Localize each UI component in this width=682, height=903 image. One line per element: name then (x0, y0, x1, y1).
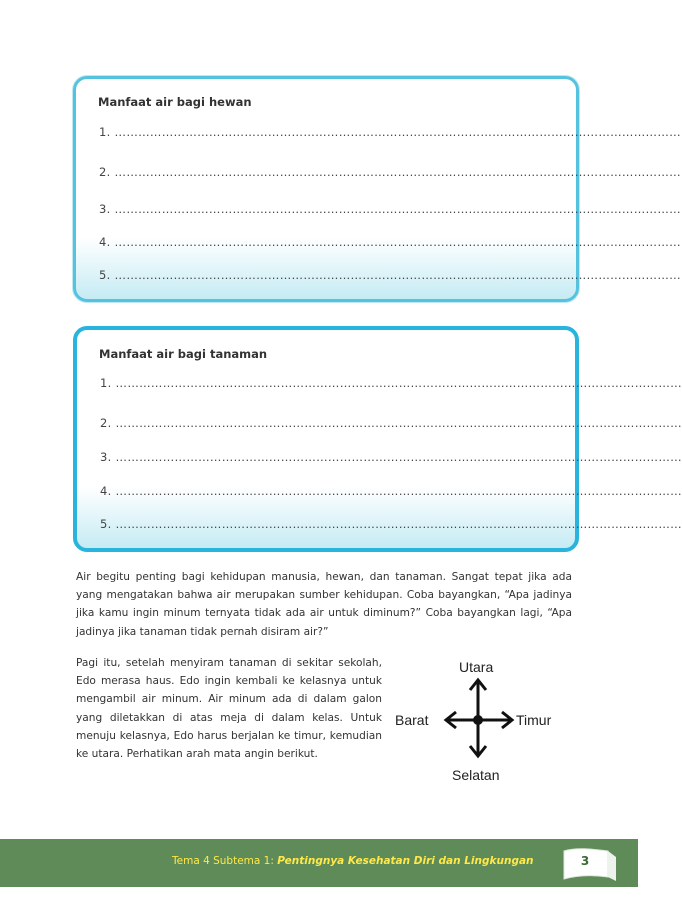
answer-line: 2. ……………………………………………………………………………………………………………………………… (100, 416, 682, 430)
answer-line: 1. ……………………………………………………………………………………………………………………………… (99, 125, 681, 139)
page-footer (0, 839, 638, 887)
box-hewan-title: Manfaat air bagi hewan (98, 95, 252, 109)
answer-line: 5. ……………………………………………………………………………………………………………………………… (100, 517, 682, 531)
answer-line: 1. ……………………………………………………………………………………………………………………………… (100, 376, 682, 390)
page-number-badge (562, 847, 618, 883)
page-number: 3 (580, 854, 590, 868)
answer-line: 3. ……………………………………………………………………………………………………………………………… (99, 202, 681, 216)
answer-line: 5. ……………………………………………………………………………………………………………………………… (99, 268, 681, 282)
answer-line: 4. ……………………………………………………………………………………………………………………………… (99, 235, 681, 249)
compass-west-label: Barat (395, 712, 429, 728)
compass-north-label: Utara (459, 659, 494, 675)
intro-paragraph: Air begitu penting bagi kehidupan manusia, hewan, dan tanaman. Sangat tepat jika ada yang mengatakan bahwa air merupakan sumber kehidupan. Coba bayangkan, “Apa jadinya jika kamu ingin minum ternyata tidak ada air untuk diminum?” Coba bayangkan lagi, “Apa jadinya jika tanaman tidak pernah disiram air?” (76, 571, 572, 638)
box-tanaman-title: Manfaat air bagi tanaman (99, 347, 268, 361)
compass-east-label: Timur (516, 712, 552, 728)
footer-prefix: Tema 4 Subtema 1: (172, 855, 278, 867)
box-manfaat-tanaman (73, 326, 682, 552)
story-paragraph: Pagi itu, setelah menyiram tanaman di sekitar sekolah, Edo merasa haus. Edo ingin kembali ke kelasnya untuk mengambil air minum. Air minum ada di dalam galon yang diletakkan di atas meja di dalam kelas. Untuk menuju kelasnya, Edo harus berjalan ke timur, kemudian ke utara. Perhatikan arah mata angin berikut. (76, 657, 382, 761)
box-manfaat-hewan (73, 76, 681, 302)
footer-title (172, 855, 534, 867)
answer-line: 4. ……………………………………………………………………………………………………………………………… (100, 484, 682, 498)
answer-line: 3. ……………………………………………………………………………………………………………………………… (100, 450, 682, 464)
footer-subtitle: Pentingnya Kesehatan Diri dan Lingkungan (277, 855, 534, 867)
answer-line: 2. ……………………………………………………………………………………………………………………………… (99, 165, 681, 179)
compass-diagram (390, 652, 572, 792)
compass-south-label: Selatan (452, 767, 500, 783)
